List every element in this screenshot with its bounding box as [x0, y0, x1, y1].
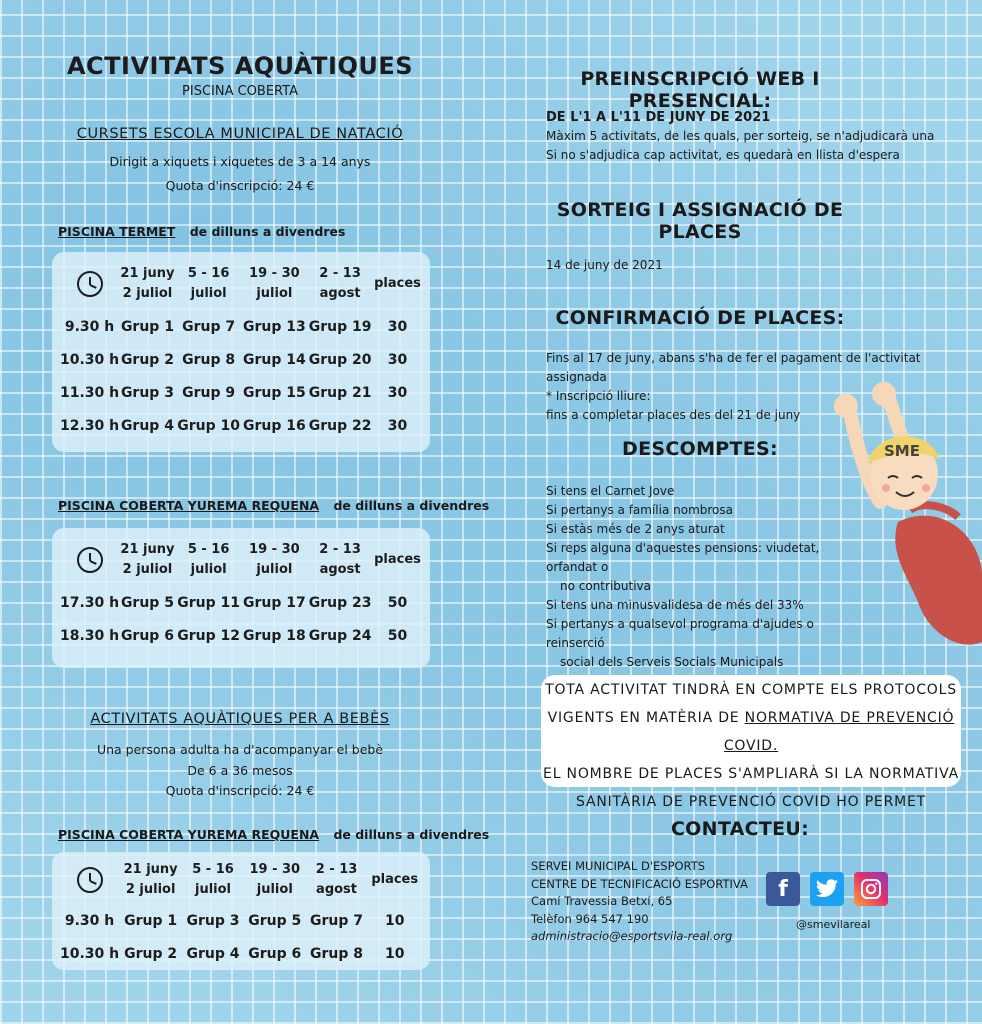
pool3-label [58, 827, 489, 842]
contact-org: SERVEI MUNICIPAL D'ESPORTS [531, 859, 706, 873]
sorteig-date: 14 de juny de 2021 [546, 258, 663, 272]
table-row: 9.30 h Grup 1 Grup 3 Grup 5 Grup 7 10 [64, 912, 405, 929]
bebes-fee: Quota d'inscripció: 24 € [165, 783, 315, 798]
pool1-label [58, 224, 345, 239]
contact-center: CENTRE DE TECNIFICACIÓ ESPORTIVA [531, 876, 748, 891]
contact-phone[interactable]: Telèfon 964 547 190 [531, 911, 649, 926]
bebes-line2: De 6 a 36 mesos [187, 763, 293, 778]
list-item: Si estàs més de 2 anys aturat [546, 522, 725, 536]
covid-normative-link[interactable]: NORMATIVA DE PREVENCIÓ COVID. [723, 710, 955, 754]
cursets-age: Dirigit a xiquets i xiquetes de 3 a 14 anys [109, 154, 371, 169]
notice-line3: EL NOMBRE DE PLACES S'AMPLIARÀ SI LA NORMATIVA [543, 766, 959, 782]
pool2-table: 21 juny 2 juliol 5 - 16 juliol 19 - 30 juliol 2 - 13 agost places 17.30 h Grup 5 Grup 11 Grup 17 Grup 23 50 18.30 h Grup 6 Grup 12 Grup 18 Grup 24 50 [52, 528, 430, 668]
bebes-heading: ACTIVITATS AQUÀTIQUES PER A BEBÈS [90, 711, 390, 727]
confirmacio-heading: CONFIRMACIÓ DE PLACES: [555, 307, 845, 329]
bird-icon [815, 879, 839, 899]
confirmacio-line3: fins a completar places des del 21 de juny [546, 408, 801, 422]
table-row: 10.30 h Grup 2 Grup 8 Grup 14 Grup 20 30 [60, 351, 408, 368]
preinscripcio-line1: Màxim 5 activitats, de les quals, per sorteig, se n'adjudicarà una [546, 129, 935, 143]
bebes-line1: Una persona adulta ha d'acompanyar el bebè [96, 742, 384, 757]
cursets-heading: CURSETS ESCOLA MUNICIPAL DE NATACIÓ [76, 126, 404, 142]
list-item: Si pertanys a família nombrosa [546, 503, 734, 517]
cursets-fee: Quota d'inscripció: 24 € [165, 178, 315, 193]
instagram-icon[interactable] [854, 872, 888, 906]
facebook-icon[interactable]: f [766, 872, 800, 906]
social-links [766, 872, 888, 906]
table-row: 10.30 h Grup 2 Grup 4 Grup 6 Grup 8 10 [60, 945, 405, 962]
table-row: 17.30 h Grup 5 Grup 11 Grup 17 Grup 23 50 [60, 594, 408, 611]
pool3-table: 21 juny 2 juliol 5 - 16 juliol 19 - 30 juliol 2 - 13 agost places 9.30 h Grup 1 Grup 3 Grup 5 Grup 7 10 10.30 h Grup 2 Grup 4 Grup 6 Grup 8 10 [52, 852, 430, 970]
list-item: Si reps alguna d'aquestes pensions: viudetat, orfandat o [546, 541, 820, 574]
preinscripcio-heading: PREINSCRIPCIÓ WEB I PRESENCIAL: [580, 68, 820, 112]
camera-icon [860, 878, 882, 900]
swimmer-illustration [828, 372, 982, 672]
pool1-name: PISCINA TERMET [58, 224, 176, 239]
page-title: ACTIVITATS AQUÀTIQUES [66, 52, 414, 80]
notice-line4: SANITÀRIA DE PREVENCIÓ COVID HO PERMET [576, 794, 926, 810]
clock-icon [77, 867, 103, 893]
preinscripcio-dates: DE L'1 A L'11 DE JUNY DE 2021 [546, 110, 771, 125]
pool1-days: de dilluns a divendres [189, 224, 346, 239]
descomptes-heading: DESCOMPTES: [622, 438, 778, 460]
contact-block [531, 858, 748, 946]
table-row: 18.30 h Grup 6 Grup 12 Grup 18 Grup 24 50 [60, 627, 408, 644]
contact-address: Camí Travessia Betxí, 65 [531, 894, 673, 908]
notice-line2: VIGENTS EN MATÈRIA DE NORMATIVA DE PREVENCIÓ COVID. [547, 710, 955, 754]
sorteig-heading: SORTEIG I ASSIGNACIÓ DE PLACES [556, 199, 844, 243]
list-item: no contributiva [560, 579, 651, 593]
list-item: Si pertanys a qualsevol programa d'ajudes o reinserció [546, 617, 814, 650]
confirmacio-line1: Fins al 17 de juny, abans s'ha de fer el pagament de l'activitat assignada [546, 351, 921, 384]
preinscripcio-line2: Si no s'adjudica cap activitat, es quedarà en llista d'espera [546, 148, 900, 162]
covid-notice [541, 675, 961, 810]
pool1-table: 21 juny 2 juliol 5 - 16 juliol 19 - 30 juliol 2 - 13 agost places 9.30 h Grup 1 Grup 7 Grup 13 Grup 19 30 10.30 h Grup 2 Grup 8 Grup 14 Grup 20 30 11.30 h Grup 3 Grup 9 Grup 15 Grup 21 30 12.30 h Grup 4 Grup 10 Grup 16 Grup 22 30 [52, 252, 430, 452]
table-row: 11.30 h Grup 3 Grup 9 Grup 15 Grup 21 30 [60, 384, 408, 401]
table-row: 12.30 h Grup 4 Grup 10 Grup 16 Grup 22 30 [60, 417, 408, 434]
cap-text: SME [884, 442, 920, 460]
pool3-days: de dilluns a divendres [333, 827, 490, 842]
list-item: Si tens una minusvalidesa de més del 33% [546, 598, 804, 612]
list-item: Si tens el Carnet Jove [546, 484, 675, 498]
contact-heading: CONTACTEU: [670, 818, 810, 840]
page-subtitle: PISCINA COBERTA [182, 84, 298, 99]
table-row: 9.30 h Grup 1 Grup 7 Grup 13 Grup 19 30 [64, 318, 408, 335]
social-handle[interactable]: @smevilareal [796, 918, 871, 931]
notice-line1: TOTA ACTIVITAT TINDRÀ EN COMPTE ELS PROTOCOLS [545, 682, 957, 698]
confirmacio-line2: * Inscripció lliure: [546, 389, 651, 403]
pool2-label [58, 498, 489, 513]
pool2-name: PISCINA COBERTA YUREMA REQUENA [58, 498, 320, 513]
contact-email[interactable]: administracio@esportsvila-real.org [531, 929, 733, 943]
pool3-name: PISCINA COBERTA YUREMA REQUENA [58, 827, 320, 842]
list-item: social dels Serveis Socials Municipals [560, 655, 784, 669]
preinscripcio-block [546, 108, 966, 165]
clock-icon [77, 547, 103, 573]
twitter-icon[interactable] [810, 872, 844, 906]
clock-icon [77, 271, 103, 297]
descomptes-list [546, 482, 846, 672]
pool2-days: de dilluns a divendres [333, 498, 490, 513]
